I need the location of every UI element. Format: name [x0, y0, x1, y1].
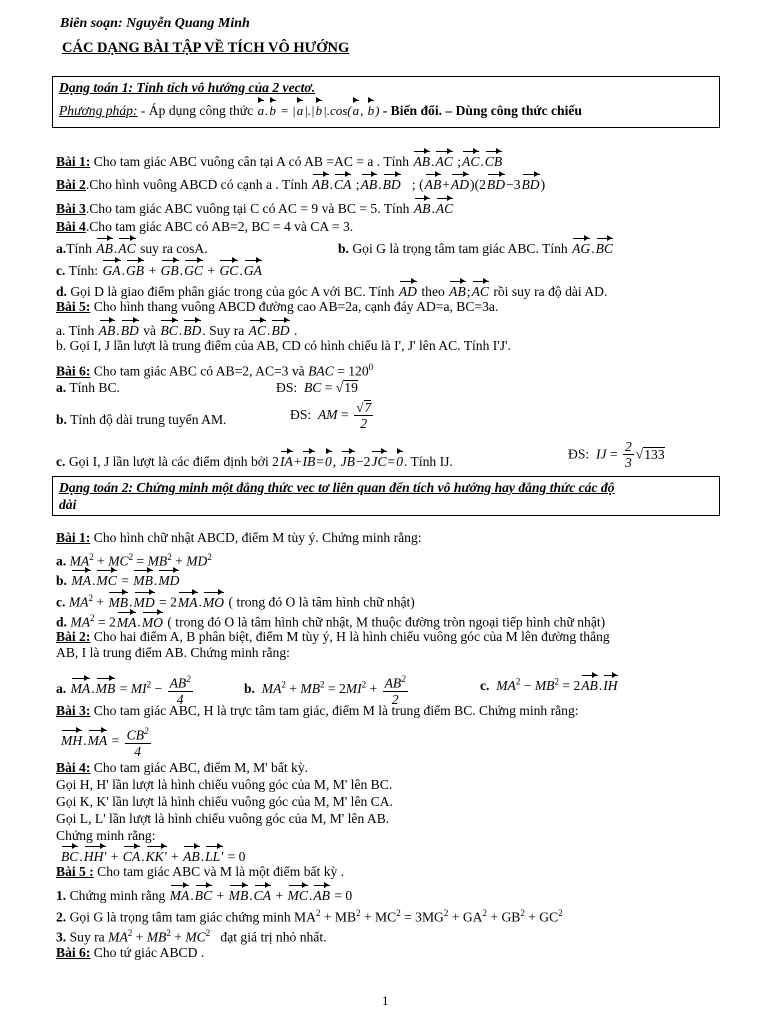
ex2-bai3: Bài 3: Cho tam giác ABC, H là trực tâm tam giác, điểm M là trung điểm BC. Chứng minh rằng: — [56, 703, 579, 718]
ex1-bai5b: b. Gọi I, J lần lượt là trung điểm của AB, CD có hình chiếu là I', J' lên AC. Tính I'J'. — [56, 338, 511, 353]
ex1-bai6b-answer: ĐS: AM = $\frac{√7}{2}$ — [290, 400, 372, 431]
ex1-bai6: Bài 6: Cho tam giác ABC có AB=2, AC=3 và BAC = $120^0$ — [56, 362, 374, 379]
ex2-bai1c: c. $MA^2 + MB.MD = 2MA.MO$ ( trong đó O là tâm hình chữ nhật) — [56, 590, 415, 611]
page-title: CÁC DẠNG BÀI TẬP VỀ TÍCH VÔ HƯỚNG — [62, 40, 350, 56]
ex2-bai5-2: 2. Gọi G là trọng tâm tam giác chứng minh $MA^2 + MB^2 + MC^2 = 3MG^2 + GA^2 + GB^2 + GC^2$ — [56, 908, 563, 925]
ex1-bai6c-answer: ĐS: IJ = $\frac{2}{3}$ √133 — [568, 439, 665, 470]
ex2-bai4-l3: Gọi L, L' lần lượt là hình chiếu vuông góc của M, M' lên AB. — [56, 811, 390, 826]
form1-box — [52, 76, 720, 128]
page-number: 1 — [382, 993, 389, 1008]
ex2-bai2a: a. $MA.MB = MI^2$ − $\frac{AB^2}{4}$ — [56, 674, 191, 707]
form1-heading: Dạng toán 1: Tính tích vô hướng của 2 vectơ. — [59, 80, 316, 95]
ex2-bai1: Bài 1: Cho hình chữ nhật ABCD, điểm M tùy ý. Chứng minh rằng: — [56, 530, 422, 545]
ex2-bai5: Bài 5 : Cho tam giác ABC và M là một điểm bất kỳ . — [56, 864, 345, 879]
ex1-bai4c: c. Tính: GA.GB + GB.GC + GC.GA — [56, 259, 263, 279]
ex2-bai5-1: 1. Chứng minh rằng MA.BC + MB.CA + MC.AB = 0 — [56, 884, 352, 904]
ex1-bai6a-answer: ĐS: BC = √19 — [276, 380, 358, 395]
form1-method: Phương pháp: - Áp dụng công thức a.b = |a|.|b|.cos(a, b) - Biến đổi. – Dùng công thức chiếu — [59, 99, 582, 119]
ex1-bai1: Bài 1: Cho tam giác ABC vuông cân tại A có AB =AC = a . Tính AB.AC ;AC.CB — [56, 150, 503, 170]
ex1-bai5a: a. Tính AB.BD và BC.BD. Suy ra AC.BD . — [56, 319, 297, 339]
ex2-bai2: Bài 2: Cho hai điểm A, B phân biệt, điểm M tùy ý, H là hình chiếu vuông góc của M lên đường thẳng — [56, 629, 610, 644]
author-line: Biên soạn: Nguyễn Quang Minh — [60, 16, 250, 31]
ex1-bai4a: a.Tính AB.AC suy ra cosA. — [56, 237, 208, 257]
ex2-bai4-l2: Gọi K, K' lần lượt là hình chiếu vuông góc của M, M' lên CA. — [56, 794, 393, 809]
ex1-bai4d: d. Gọi D là giao điểm phân giác trong của góc A với BC. Tính AD theo AB;AC rồi suy ra độ dài AD. — [56, 280, 607, 300]
ex1-bai6a: a. Tính BC. — [56, 380, 120, 395]
ex1-bai6c: c. Gọi I, J lần lượt là các điểm định bởi 2IA+IB=0, JB−2JC=0. Tính IJ. — [56, 450, 453, 470]
ex1-bai5: Bài 5: Cho hình thang vuông ABCD đường cao AB=2a, cạnh đáy AD=a, BC=3a. — [56, 299, 499, 314]
form2-heading: Dạng toán 2: Chứng minh một đẳng thức vec tơ liên quan đến tích vô hướng hay đẳng thức các độ — [59, 480, 615, 495]
form2-heading-cont: dài — [59, 497, 77, 512]
ex2-bai1a: a. $MA^2 + MC^2 = MB^2 + MD^2$ — [56, 552, 212, 569]
ex1-bai6b: b. Tính độ dài trung tuyến AM. — [56, 412, 227, 427]
ex2-bai4-l4: Chứng minh rằng: — [56, 828, 156, 843]
ex2-bai4: Bài 4: Cho tam giác ABC, điểm M, M' bất kỳ. — [56, 760, 309, 775]
ex2-bai1b: b. MA.MC = MB.MD — [56, 569, 180, 589]
ex2-bai2b: b. $MA^2 + MB^2 = 2MI^2$ + $\frac{AB^2}{2}$ — [244, 674, 406, 707]
ex1-bai2: Bài 2.Cho hình vuông ABCD có cạnh a . Tính AB.CA ;AB.BD ; (AB+AD)(2BD−3BD) — [56, 173, 545, 193]
ex2-bai4-l1: Gọi H, H' lần lượt là hình chiếu vuông góc của M, M' lên BC. — [56, 777, 393, 792]
ex2-bai5-3: 3. Suy ra $MA^2 + MB^2 + MC^2$ đạt giá trị nhỏ nhất. — [56, 928, 327, 945]
ex1-bai3: Bài 3.Cho tam giác ABC vuông tại C có AC = 9 và BC = 5. Tính AB.AC — [56, 197, 454, 217]
ex1-bai4b: b. Gọi G là trọng tâm tam giác ABC. Tính AG.BC — [338, 237, 614, 257]
ex2-bai2c: c. $MA^2 - MB^2 = 2AB.IH$ — [480, 674, 619, 694]
ex2-bai1d: d. $MA^2 = 2MA.MO$ ( trong đó O là tâm hình chữ nhật, M thuộc đường tròn ngoại tiếp hình chữ nhật) — [56, 610, 605, 631]
ex2-bai3-formula: MH.MA = $\frac{CB^2}{4}$ — [61, 726, 149, 759]
ex2-bai4-formula: BC.HH' + CA.KK' + AB.LL' = 0 — [60, 845, 245, 865]
ex1-bai4: Bài 4.Cho tam giác ABC có AB=2, BC = 4 và CA = 3. — [56, 219, 354, 234]
ex2-bai6: Bài 6: Cho tứ giác ABCD . — [56, 945, 205, 960]
form2-box — [52, 476, 720, 516]
ex2-bai2-cont: AB, I là trung điểm AB. Chứng minh rằng: — [56, 645, 290, 660]
